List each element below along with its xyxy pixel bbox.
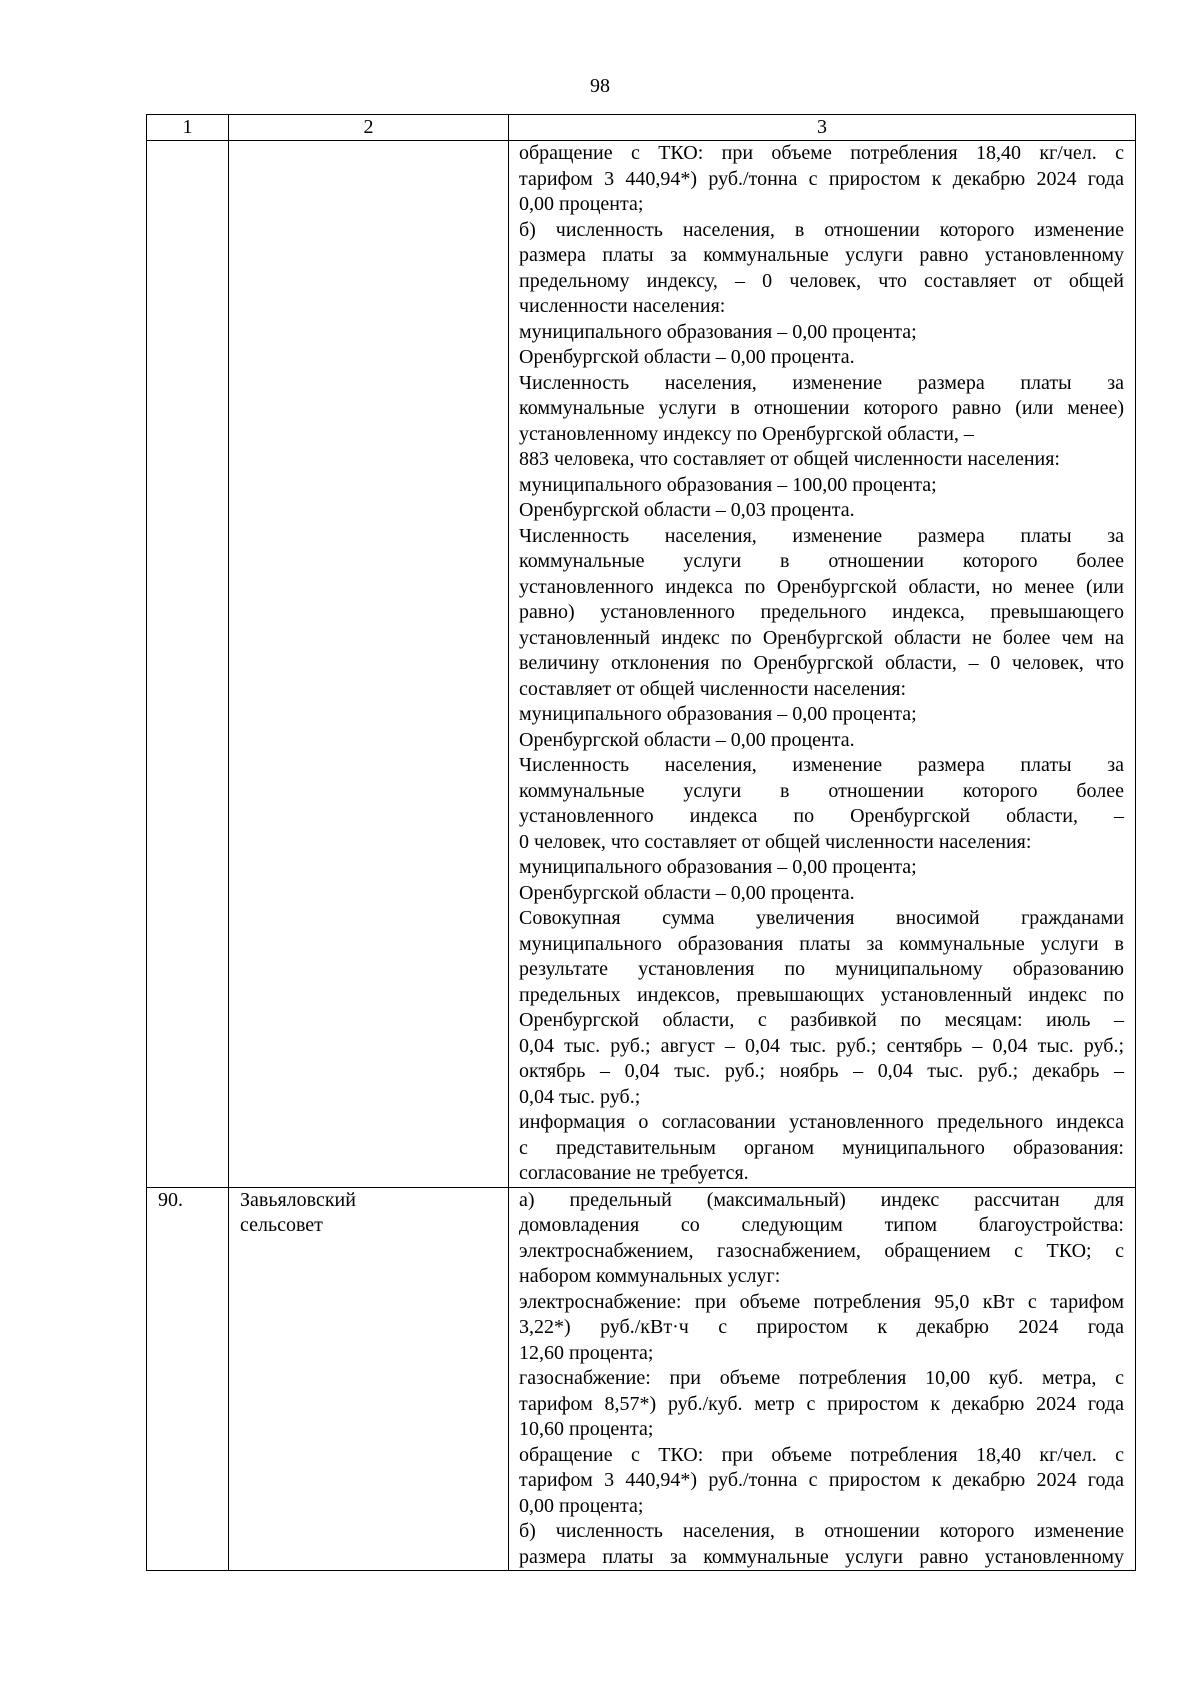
text-line: муниципального образования – 100,00 процента; <box>519 473 937 496</box>
text-line: составляет от общей численности населения: <box>519 677 907 700</box>
text-line: 3,22*) руб./кВт·ч с приростом к декабрю 2024 года <box>519 1316 1124 1338</box>
text-line: домовладения со следующим типом благоустройства: <box>519 1214 1124 1236</box>
row2-number-cell: 90. <box>147 1187 229 1571</box>
text-line: коммунальные услуги в отношении которого более <box>519 550 1124 572</box>
text-line: муниципального образования платы за коммунальные услуги в <box>519 932 1124 955</box>
text-line: согласование не требуется. <box>519 1162 749 1184</box>
header-col-2: 2 <box>229 115 509 141</box>
text-line: 883 человека, что составляет от общей численности населения: <box>519 448 1060 470</box>
text-line: тарифом 3 440,94*) руб./тонна с приростом к декабрю 2024 года <box>519 1469 1124 1491</box>
row2-name-cell <box>229 1187 509 1571</box>
text-line: Оренбургской области – 0,00 процента. <box>519 728 855 751</box>
text-line: 0 человек, что составляет от общей численности населения: <box>519 830 1032 853</box>
document-table <box>146 114 1136 1571</box>
text-line: электроснабжение: при объеме потребления 95,0 кВт с тарифом <box>519 1290 1124 1313</box>
text-line: 12,60 процента; <box>519 1341 654 1364</box>
text-line: а) предельный (максимальный) индекс рассчитан для <box>519 1188 1124 1211</box>
text-line: Совокупная сумма увеличения вносимой гражданами <box>519 907 1124 929</box>
row1-text-cell <box>509 141 1136 1188</box>
text-line: предельных индексов, превышающих установленный индекс по <box>519 983 1124 1006</box>
text-line: муниципального образования – 0,00 процента; <box>519 703 917 725</box>
text-line: обращение с ТКО: при объеме потребления 18,40 кг/чел. с <box>519 1443 1124 1466</box>
text-line: коммунальные услуги в отношении которого равно (или менее) <box>519 397 1124 419</box>
text-line: Оренбургской области, с разбивкой по месяцам: июль – <box>519 1009 1124 1031</box>
text-line: величину отклонения по Оренбургской области, – 0 человек, что <box>519 652 1124 674</box>
text-line: размера платы за коммунальные услуги равно установленному <box>519 1545 1124 1568</box>
table-header-row <box>147 115 1136 141</box>
text-line: обращение с ТКО: при объеме потребления 18,40 кг/чел. с <box>519 142 1124 164</box>
text-line: 0,00 процента; <box>519 1494 644 1517</box>
text-line: электроснабжением, газоснабжением, обращением с ТКО; с <box>519 1239 1124 1262</box>
text-line: установленного индекса по Оренбургской области, но менее (или <box>519 575 1124 598</box>
text-line: Оренбургской области – 0,00 процента. <box>519 881 855 904</box>
text-line: Оренбургской области – 0,03 процента. <box>519 499 855 521</box>
text-line: 10,60 процента; <box>519 1418 654 1440</box>
text-line: б) численность населения, в отношении которого изменение <box>519 1520 1124 1542</box>
row1-number-cell <box>147 141 229 1188</box>
text-line: предельному индексу, – 0 человек, что составляет от общей <box>519 269 1124 292</box>
table-row-90 <box>147 1187 1136 1571</box>
text-line: 0,04 тыс. руб.; <box>519 1085 641 1108</box>
text-line: октябрь – 0,04 тыс. руб.; ноябрь – 0,04 тыс. руб.; декабрь – <box>519 1060 1124 1082</box>
text-line: Численность населения, изменение размера платы за <box>519 754 1124 776</box>
text-line: численности населения: <box>519 295 726 317</box>
text-line: размера платы за коммунальные услуги равно установленному <box>519 244 1124 266</box>
text-line: б) численность населения, в отношении которого изменение <box>519 218 1124 241</box>
text-line: информация о согласовании установленного предельного индекса <box>519 1111 1124 1133</box>
municipality-name-line-2: сельсовет <box>240 1214 323 1236</box>
text-line: Численность населения, изменение размера платы за <box>519 371 1124 394</box>
text-line: с представительным органом муниципального образования: <box>519 1136 1124 1159</box>
text-line: установленному индексу по Оренбургской области, – <box>519 422 974 445</box>
text-line: равно) установленного предельного индекса, превышающего <box>519 601 1124 623</box>
text-line: газоснабжение: при объеме потребления 10,00 куб. метра, с <box>519 1367 1124 1389</box>
header-col-1: 1 <box>147 115 229 141</box>
text-line: муниципального образования – 0,00 процента; <box>519 856 917 878</box>
header-col-3: 3 <box>509 115 1136 141</box>
text-line: тарифом 8,57*) руб./куб. метр с приростом к декабрю 2024 года <box>519 1392 1124 1415</box>
text-line: результате установления по муниципальному образованию <box>519 958 1124 980</box>
municipality-name-line-1: Завьяловский <box>240 1188 356 1211</box>
text-line: 0,04 тыс. руб.; август – 0,04 тыс. руб.; сентябрь – 0,04 тыс. руб.; <box>519 1034 1124 1057</box>
page-number: 98 <box>590 75 610 97</box>
text-line: коммунальные услуги в отношении которого более <box>519 779 1124 802</box>
text-line: Численность населения, изменение размера платы за <box>519 524 1124 547</box>
row2-text-cell <box>509 1187 1136 1571</box>
text-line: набором коммунальных услуг: <box>519 1265 781 1287</box>
text-line: тарифом 3 440,94*) руб./тонна с приростом к декабрю 2024 года <box>519 167 1124 190</box>
text-line: установленного индекса по Оренбургской области, – <box>519 805 1124 827</box>
text-line: установленный индекс по Оренбургской области не более чем на <box>519 626 1124 649</box>
text-line: Оренбургской области – 0,00 процента. <box>519 346 855 368</box>
text-line: 0,00 процента; <box>519 193 644 215</box>
table-row-continuation <box>147 141 1136 1188</box>
text-line: муниципального образования – 0,00 процента; <box>519 320 917 343</box>
row1-name-cell <box>229 141 509 1188</box>
